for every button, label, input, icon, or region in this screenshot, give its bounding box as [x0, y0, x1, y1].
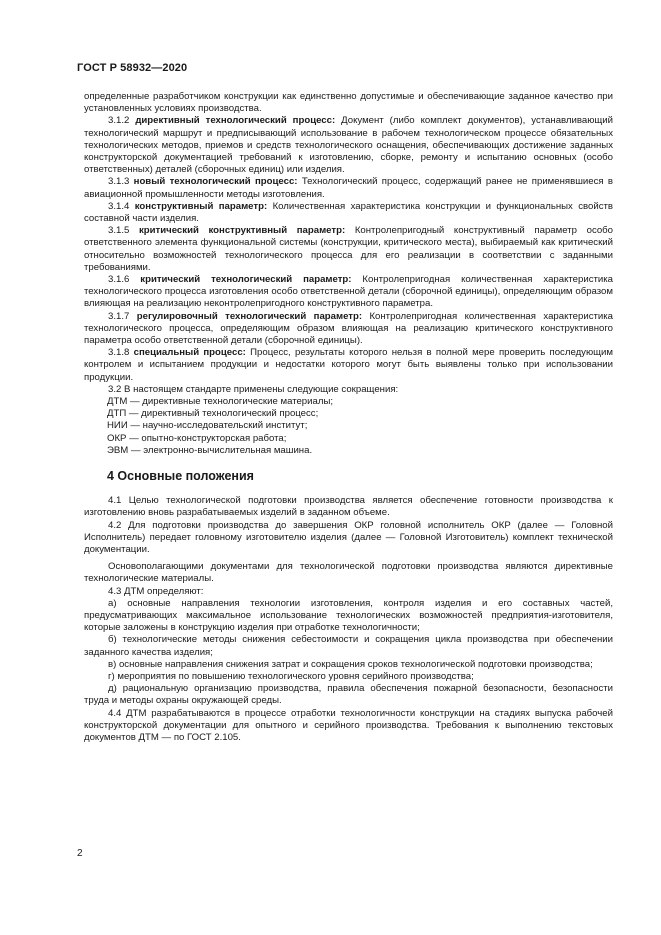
abbreviation-item: ДТМ — директивные технологические материалы; [107, 396, 334, 408]
clause-4-3: 4.3 ДТМ определяют: [108, 585, 204, 597]
clause-4-2-continuation: Основополагающими документами для технологической подготовки производства являются директивные технологические материалы. [84, 561, 613, 585]
standard-code-header: ГОСТ Р 58932—2020 [77, 62, 188, 74]
definition-3-1-8 [84, 347, 613, 384]
abbreviations-intro: 3.2 В настоящем стандарте применены следующие сокращения: [108, 383, 399, 395]
clause-4-1: 4.1 Целью технологической подготовки производства является обеспечение готовности производства к изготовлению вновь разрабатываемых изделий в заданном объеме. [84, 495, 613, 519]
definition-3-1-6 [84, 274, 613, 311]
definition-text: Контролепригодный конструктивный параметр особо ответственного элемента функциональной системы (конструкции, критического места), выбираемый как критический относительно возможностей технологического процесса для его реализации в соответствии с заданными требованиями. [84, 225, 614, 273]
definition-text: Контролепригодная количественная характеристика технологического процесса, определяющим образом влияющая на реализацию критического конструктивного параметра особо ответственной детали (сборочной единицы). [84, 310, 613, 347]
page-body [84, 91, 613, 744]
clause-4-3-item-a: а) основные направления технологии изготовления, контроля изделия и его составных частей, предусматривающих максимальное использование технологических возможностей предприятия-изготовителя, которые заложены в конструкцию изделия при отработке технологичности; [84, 597, 613, 634]
clause-number: 3.1.2 [108, 115, 130, 127]
defined-term: директивный технологический процесс: [135, 115, 336, 127]
clause-number: 3.1.6 [108, 274, 130, 286]
paragraph-continuation: определенные разработчиком конструкции как единственно допустимые и обеспечивающие заданное качество при установленных условиях производства. [84, 91, 613, 115]
definition-3-1-4 [84, 201, 613, 225]
definition-3-1-7 [84, 311, 613, 348]
abbreviation-item: НИИ — научно-исследовательский институт; [107, 420, 308, 432]
clause-number: 3.1.5 [108, 225, 130, 237]
clause-number: 3.1.3 [108, 176, 130, 188]
clause-4-3-item-e: д) рациональную организацию производства, правила обеспечения пожарной безопасности, безопасности труда и методы охраны окружающей среды. [84, 683, 613, 707]
definition-text: Технологический процесс, содержащий ранее не применявшиеся в авиационной промышленности методы изготовления. [84, 176, 613, 200]
abbreviation-item: ОКР — опытно-конструкторская работа; [107, 432, 287, 444]
defined-term: регулировочный технологический параметр: [136, 310, 363, 322]
definition-text: Количественная характеристика конструкции и функциональных свойств составной части изделия. [84, 200, 613, 225]
definition-text: Контролепригодная количественная характеристика технологического процесса изготовления особо ответственной детали (сборочной единицы), определяющим образом влияющая на реализацию неконтролепригодного конструктивного параметра. [84, 274, 613, 310]
abbreviation-item: ДТП — директивный технологический процесс; [107, 408, 319, 420]
definition-text: Документ (либо комплект документов), устанавливающий технологический маршрут и предписывающий использование в рабочем технологическом процессе обязательных технологических методов, приемов и средств технологического оснащения, обеспечивающих достижение заданных конструкторской документацией требований к изготовлению, сборке, ремонту и испытанию основных (особо ответственных) деталей (сборочных единиц) или изделия. [84, 115, 614, 176]
clause-4-2: 4.2 Для подготовки производства до завершения ОКР головной исполнитель ОКР (далее — Головной Исполнитель) передает головному изготовителю изделия (далее — Головной Изготовитель) комплект технической документации. [84, 519, 613, 555]
clause-number: 3.1.4 [108, 200, 130, 212]
clause-number: 3.1.7 [108, 310, 130, 322]
defined-term: критический конструктивный параметр: [139, 225, 346, 237]
clause-4-4: 4.4 ДТМ разрабатываются в процессе отработки технологичности конструкции на стадиях выпуска рабочей конструкторской документации для опытного и серийного производства. Требования к выполнению текстовых документов ДТМ — по ГОСТ 2.105. [84, 707, 613, 743]
definition-text: Процесс, результаты которого нельзя в полной мере проверить последующим контролем и испытанием продукции и недостатки которого могут быть выявлены только при использовании продукции. [84, 347, 614, 383]
definition-3-1-5 [84, 225, 613, 274]
clause-4-3-item-d: г) мероприятия по повышению технологического уровня серийного производства; [108, 670, 474, 682]
abbreviation-item: ЭВМ — электронно-вычислительная машина. [107, 444, 313, 456]
defined-term: конструктивный параметр: [134, 200, 268, 212]
section-4-heading: 4 Основные положения [107, 469, 254, 484]
defined-term: специальный процесс: [133, 347, 246, 359]
definition-3-1-3 [84, 176, 613, 200]
clause-4-3-item-b: б) технологические методы снижения себестоимости и сокращения цикла производства при обеспечении заданного качества изделия; [84, 634, 613, 658]
defined-term: новый технологический процесс: [133, 176, 298, 188]
page-number: 2 [77, 848, 83, 859]
defined-term: критический технологический параметр: [140, 274, 352, 286]
definition-3-1-2 [84, 115, 613, 176]
clause-4-3-item-c: в) основные направления снижения затрат и сокращения сроков технологической подготовки производства; [108, 658, 593, 670]
clause-number: 3.1.8 [108, 347, 130, 359]
